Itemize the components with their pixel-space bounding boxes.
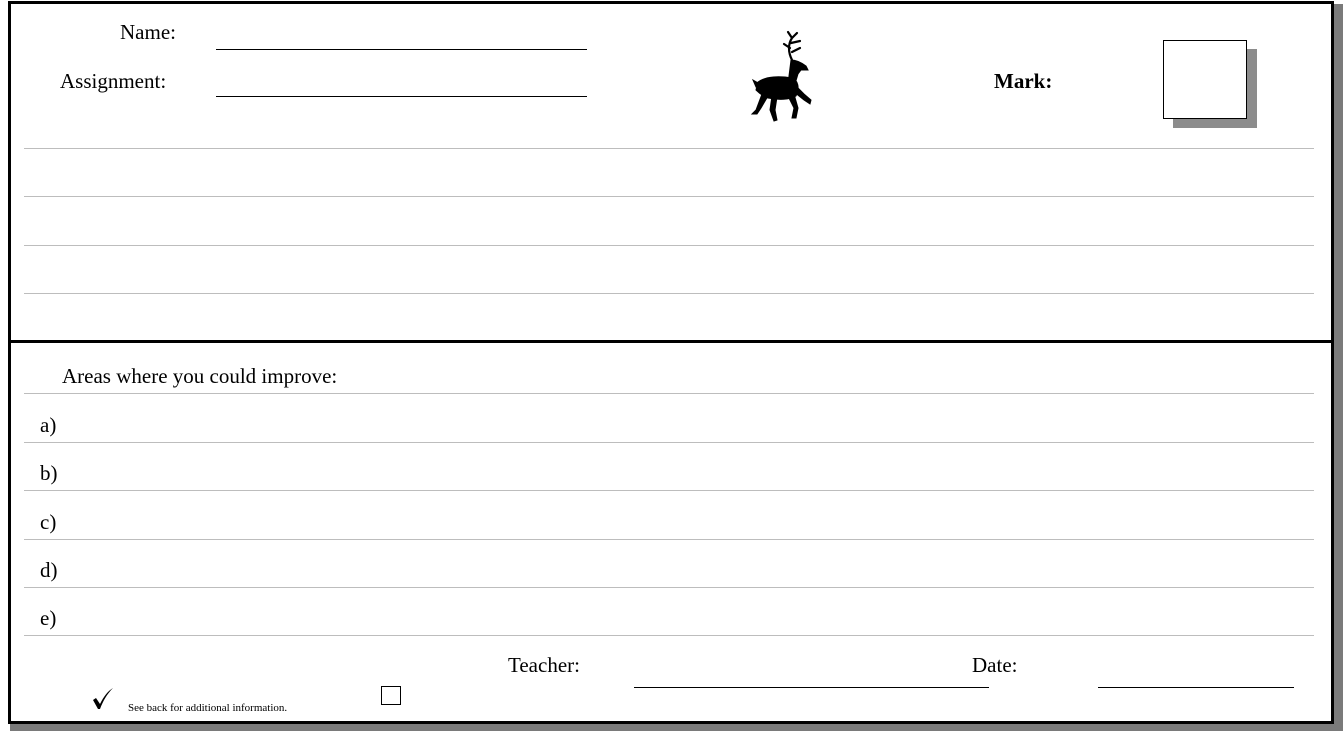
assignment-label: Assignment: bbox=[60, 69, 167, 93]
comment-line[interactable] bbox=[24, 293, 1314, 294]
improve-item-label: a) bbox=[40, 413, 57, 437]
page-shadow-bottom bbox=[10, 724, 1343, 731]
improve-item-label: d) bbox=[40, 558, 58, 582]
improve-line[interactable] bbox=[24, 587, 1314, 588]
improve-item-label: c) bbox=[40, 510, 57, 534]
mark-label: Mark: bbox=[994, 69, 1053, 93]
improve-line[interactable] bbox=[24, 442, 1314, 443]
name-label: Name: bbox=[120, 20, 176, 44]
mark-box[interactable] bbox=[1163, 40, 1247, 119]
teacher-field[interactable] bbox=[634, 687, 989, 688]
additional-info-note: See back for additional information. bbox=[128, 702, 288, 714]
improve-line bbox=[24, 393, 1314, 394]
section-divider bbox=[8, 340, 1334, 343]
improve-line[interactable] bbox=[24, 635, 1314, 636]
assignment-field[interactable] bbox=[216, 96, 587, 97]
date-field[interactable] bbox=[1098, 687, 1294, 688]
comment-line[interactable] bbox=[24, 148, 1314, 149]
improve-item-label: e) bbox=[40, 606, 57, 630]
name-field[interactable] bbox=[216, 49, 587, 50]
teacher-label: Teacher: bbox=[508, 653, 580, 677]
page-shadow-right bbox=[1334, 4, 1343, 731]
improve-item-label: b) bbox=[40, 461, 58, 485]
feedback-sheet bbox=[8, 1, 1334, 724]
checkmark-icon bbox=[92, 688, 114, 710]
comment-line[interactable] bbox=[24, 245, 1314, 246]
date-label: Date: bbox=[972, 653, 1018, 677]
deer-icon bbox=[748, 30, 818, 122]
improve-heading: Areas where you could improve: bbox=[62, 364, 338, 388]
additional-info-checkbox[interactable] bbox=[381, 686, 401, 705]
comment-line[interactable] bbox=[24, 196, 1314, 197]
improve-line[interactable] bbox=[24, 490, 1314, 491]
improve-line[interactable] bbox=[24, 539, 1314, 540]
